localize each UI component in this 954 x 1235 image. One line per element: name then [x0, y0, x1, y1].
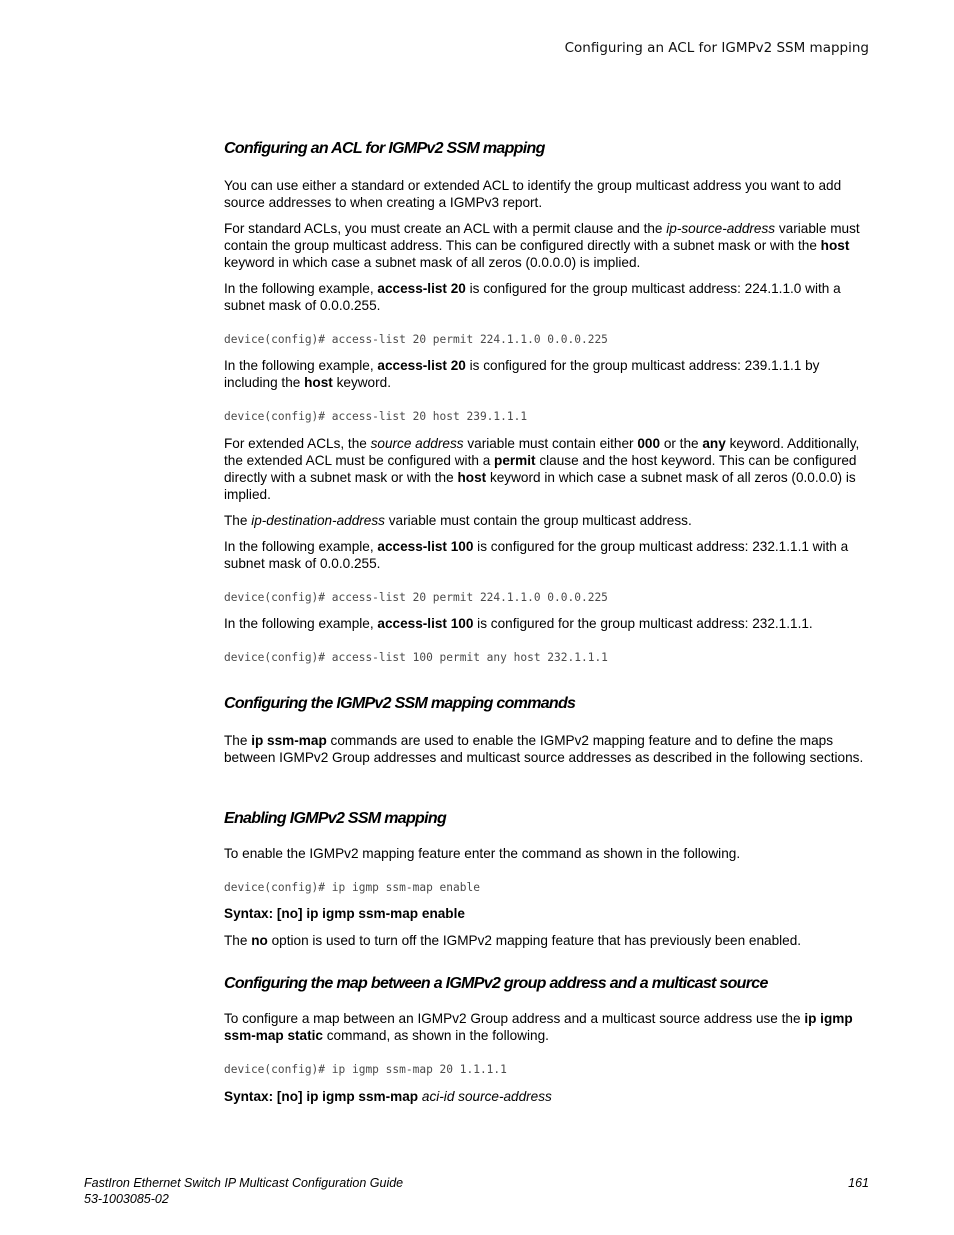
paragraph: You can use either a standard or extended ACL to identify the group multicast address you want to add source addresses to when creating a IGMPv3 report.: [224, 178, 842, 210]
syntax-line: Syntax: [no] ip igmp ssm-map aci-id source-address: [224, 1089, 552, 1104]
code-example: device(config)# ip igmp ssm-map 20 1.1.1.1: [224, 1063, 507, 1076]
code-example: device(config)# access-list 20 permit 224.1.1.0 0.0.0.225: [224, 333, 608, 346]
footer-title: FastIron Ethernet Switch IP Multicast Configuration Guide: [84, 1176, 404, 1190]
code-example: device(config)# ip igmp ssm-map enable: [224, 881, 480, 894]
paragraph: The no option is used to turn off the IGMPv2 mapping feature that has previously been enabled.: [224, 933, 802, 948]
paragraph: In the following example, access-list 20 is configured for the group multicast address: 224.1.1.0 with a subnet mask of 0.0.0.255.: [224, 281, 841, 313]
footer-page-number: 161: [848, 1176, 869, 1190]
section-heading-acl: Configuring an ACL for IGMPv2 SSM mapping: [224, 140, 545, 157]
footer-doc-number: 53-1003085-02: [84, 1192, 169, 1206]
paragraph: For extended ACLs, the source address variable must contain either 000 or the any keyword. Additionally, the extended ACL must be configured with a permit clause and the host keyword. This can be configured directly with a subnet mask or with the host keyword in which case a subnet mask of all zeros (0.0.0.0) is implied.: [224, 436, 860, 502]
paragraph: To configure a map between an IGMPv2 Group address and a multicast source address use the ip igmp ssm-map static command, as shown in the following.: [224, 1011, 853, 1043]
code-example: device(config)# access-list 20 permit 224.1.1.0 0.0.0.225: [224, 591, 608, 604]
section-heading-map: Configuring the map between a IGMPv2 group address and a multicast source: [224, 975, 768, 992]
running-head: Configuring an ACL for IGMPv2 SSM mapping: [564, 40, 869, 56]
paragraph: In the following example, access-list 100 is configured for the group multicast address: 232.1.1.1.: [224, 616, 813, 631]
paragraph: To enable the IGMPv2 mapping feature enter the command as shown in the following.: [224, 846, 741, 861]
code-example: device(config)# access-list 100 permit any host 232.1.1.1: [224, 651, 608, 664]
paragraph: The ip ssm-map commands are used to enable the IGMPv2 mapping feature and to define the maps between IGMPv2 Group addresses and multicast source addresses as described in the following sections.: [224, 733, 864, 765]
section-heading-commands: Configuring the IGMPv2 SSM mapping commands: [224, 695, 576, 712]
footer-doc-info: [84, 1175, 403, 1207]
paragraph: For standard ACLs, you must create an ACL with a permit clause and the ip-source-address variable must contain the group multicast address. This can be configured directly with a subnet mask or with the host keyword in which case a subnet mask of all zeros (0.0.0.0) is implied.: [224, 221, 860, 270]
syntax-line: Syntax: [no] ip igmp ssm-map enable: [224, 906, 465, 921]
paragraph: In the following example, access-list 100 is configured for the group multicast address: 232.1.1.1 with a subnet mask of 0.0.0.255.: [224, 539, 849, 571]
paragraph: In the following example, access-list 20 is configured for the group multicast address: 239.1.1.1 by including the host keyword.: [224, 358, 820, 390]
section-heading-enabling: Enabling IGMPv2 SSM mapping: [224, 810, 447, 827]
code-example: device(config)# access-list 20 host 239.1.1.1: [224, 410, 528, 423]
paragraph: The ip-destination-address variable must contain the group multicast address.: [224, 513, 692, 528]
